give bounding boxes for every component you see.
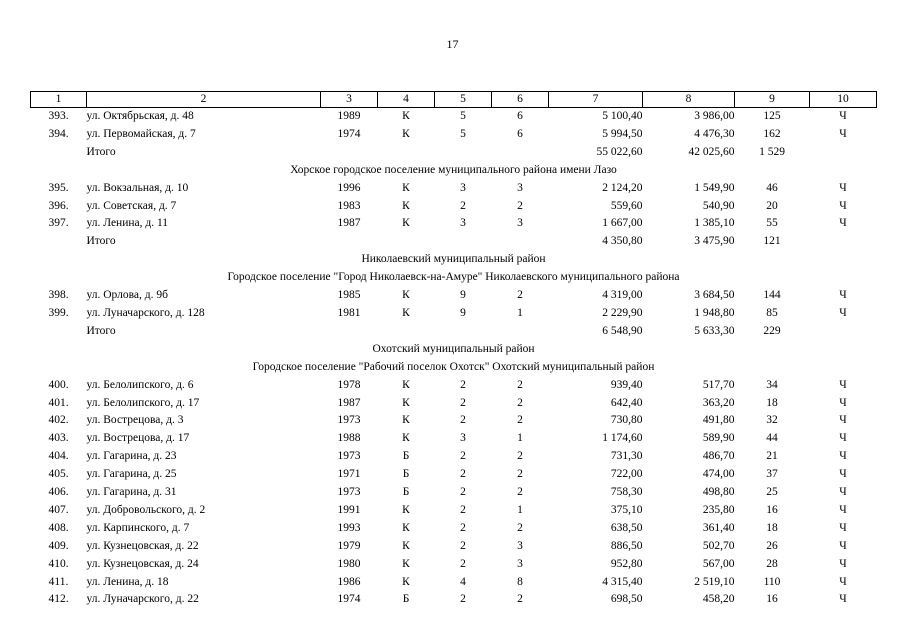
column-header: 6 xyxy=(492,92,549,108)
table-row xyxy=(31,412,877,430)
living-area-cell: 517,70 xyxy=(702,378,735,391)
table-row xyxy=(31,556,877,574)
table-body xyxy=(31,108,877,610)
residents-cell: 34 xyxy=(766,378,778,391)
section-title: Николаевский муниципальный район xyxy=(361,253,546,266)
year-cell: 1987 xyxy=(337,396,361,409)
floors-cell: 2 xyxy=(460,557,466,570)
entrances-cell: 8 xyxy=(517,575,523,588)
table-row xyxy=(31,430,877,448)
living-area-cell: 502,70 xyxy=(702,539,735,552)
number-cell: 394. xyxy=(48,127,69,140)
table-row xyxy=(31,466,877,484)
total-area-cell: 722,00 xyxy=(610,468,643,481)
column-header: 9 xyxy=(735,92,810,108)
material-cell: К xyxy=(402,306,410,319)
section-row xyxy=(31,162,877,180)
status-cell: Ч xyxy=(839,181,847,194)
living-area-cell: 567,00 xyxy=(702,557,735,570)
living-area-cell: 589,90 xyxy=(702,432,735,445)
number-cell: 412. xyxy=(48,593,69,606)
status-cell xyxy=(810,144,877,162)
table-row xyxy=(31,520,877,538)
floors-cell: 9 xyxy=(460,289,466,302)
total-area-cell: 6 548,90 xyxy=(602,324,643,337)
status-cell: Ч xyxy=(839,557,847,570)
living-area-cell: 4 476,30 xyxy=(694,127,735,140)
residents-cell: 18 xyxy=(766,521,778,534)
residents-cell: 26 xyxy=(766,539,778,552)
address-cell: ул. Карпинского, д. 7 xyxy=(86,521,190,534)
address-cell: ул. Гагарина, д. 31 xyxy=(86,486,177,499)
number-cell xyxy=(31,144,87,162)
status-cell: Ч xyxy=(839,486,847,499)
status-cell: Ч xyxy=(839,503,847,516)
entrances-cell: 3 xyxy=(517,539,523,552)
total-label: Итого xyxy=(86,145,116,158)
living-area-cell: 3 684,50 xyxy=(694,289,735,302)
status-cell: Ч xyxy=(839,110,847,122)
year-cell: 1979 xyxy=(337,539,361,552)
address-cell: ул. Белолипского, д. 17 xyxy=(86,396,200,409)
material-cell: К xyxy=(402,539,410,552)
living-area-cell: 363,20 xyxy=(702,396,735,409)
total-row xyxy=(31,323,877,341)
number-cell: 401. xyxy=(48,396,69,409)
entrances-cell: 2 xyxy=(517,378,523,391)
number-cell: 402. xyxy=(48,414,69,427)
column-header: 4 xyxy=(378,92,435,108)
year-cell: 1980 xyxy=(337,557,361,570)
section-row xyxy=(31,269,877,287)
table-row xyxy=(31,448,877,466)
residents-cell: 16 xyxy=(766,593,778,606)
material-cell xyxy=(378,144,435,162)
status-cell xyxy=(810,233,877,251)
living-area-cell: 3 986,00 xyxy=(694,110,735,122)
total-label: Итого xyxy=(86,235,116,248)
table-row xyxy=(31,538,877,556)
material-cell: Б xyxy=(402,450,410,463)
residents-cell: 32 xyxy=(766,414,778,427)
address-cell: ул. Луначарского, д. 22 xyxy=(86,593,199,606)
column-header: 10 xyxy=(810,92,877,108)
address-cell: ул. Вострецова, д. 3 xyxy=(86,414,184,427)
entrances-cell: 3 xyxy=(517,217,523,230)
address-cell: ул. Советская, д. 7 xyxy=(86,199,177,212)
section-title: Хорское городское поселение муниципального района имени Лазо xyxy=(290,163,617,176)
living-area-cell: 235,80 xyxy=(702,503,735,516)
floors-cell: 2 xyxy=(460,521,466,534)
number-cell: 408. xyxy=(48,521,69,534)
address-cell: ул. Луначарского, д. 128 xyxy=(86,306,205,319)
address-cell: ул. Орлова, д. 9б xyxy=(86,289,168,302)
residents-cell: 21 xyxy=(766,450,778,463)
address-cell: ул. Вокзальная, д. 10 xyxy=(86,181,189,194)
entrances-cell: 2 xyxy=(517,468,523,481)
total-row xyxy=(31,233,877,251)
floors-cell xyxy=(435,144,492,162)
floors-cell: 2 xyxy=(460,378,466,391)
material-cell: К xyxy=(402,110,410,122)
floors-cell: 2 xyxy=(460,593,466,606)
floors-cell: 5 xyxy=(460,127,466,140)
page-number: 17 xyxy=(446,37,459,51)
entrances-cell: 2 xyxy=(517,414,523,427)
floors-cell: 3 xyxy=(460,181,466,194)
address-cell: ул. Гагарина, д. 25 xyxy=(86,468,177,481)
status-cell: Ч xyxy=(839,127,847,140)
status-cell: Ч xyxy=(839,199,847,212)
living-area-cell: 3 475,90 xyxy=(694,235,735,248)
year-cell xyxy=(321,233,378,251)
living-area-cell: 5 633,30 xyxy=(694,324,735,337)
year-cell: 1985 xyxy=(337,289,361,302)
year-cell: 1974 xyxy=(337,593,361,606)
entrances-cell: 2 xyxy=(517,486,523,499)
table-row xyxy=(31,395,877,413)
material-cell: К xyxy=(402,199,410,212)
material-cell: К xyxy=(402,289,410,302)
total-area-cell: 5 100,40 xyxy=(602,110,643,122)
floors-cell: 2 xyxy=(460,503,466,516)
entrances-cell: 2 xyxy=(517,289,523,302)
floors-cell: 2 xyxy=(460,414,466,427)
entrances-cell: 2 xyxy=(517,521,523,534)
year-cell xyxy=(321,323,378,341)
floors-cell: 2 xyxy=(460,468,466,481)
living-area-cell: 361,40 xyxy=(702,521,735,534)
year-cell: 1989 xyxy=(337,110,361,122)
address-cell: ул. Гагарина, д. 23 xyxy=(86,450,177,463)
year-cell: 1973 xyxy=(337,414,361,427)
status-cell: Ч xyxy=(839,414,847,427)
residents-cell: 20 xyxy=(766,199,778,212)
entrances-cell: 1 xyxy=(517,306,523,319)
number-cell: 398. xyxy=(48,289,69,302)
status-cell: Ч xyxy=(839,539,847,552)
material-cell: К xyxy=(402,503,410,516)
number-cell: 395. xyxy=(48,181,69,194)
year-cell: 1983 xyxy=(337,199,361,212)
entrances-cell: 2 xyxy=(517,199,523,212)
address-cell: ул. Кузнецовская, д. 22 xyxy=(86,539,199,552)
residents-cell: 46 xyxy=(766,181,778,194)
number-cell: 396. xyxy=(48,199,69,212)
total-area-cell: 638,50 xyxy=(610,521,643,534)
number-cell: 405. xyxy=(48,468,69,481)
status-cell: Ч xyxy=(839,593,847,606)
entrances-cell xyxy=(492,144,549,162)
total-area-cell: 1 667,00 xyxy=(602,217,643,230)
table-row xyxy=(31,574,877,592)
living-area-cell: 474,00 xyxy=(702,468,735,481)
living-area-cell: 458,20 xyxy=(702,593,735,606)
material-cell: К xyxy=(402,414,410,427)
table-row xyxy=(31,305,877,323)
residents-cell: 229 xyxy=(763,324,781,337)
living-area-cell: 1 549,90 xyxy=(694,181,735,194)
material-cell: К xyxy=(402,557,410,570)
residents-cell: 121 xyxy=(763,235,781,248)
material-cell: К xyxy=(402,396,410,409)
total-area-cell: 642,40 xyxy=(610,396,643,409)
floors-cell xyxy=(435,233,492,251)
entrances-cell: 3 xyxy=(517,557,523,570)
material-cell: К xyxy=(402,181,410,194)
floors-cell xyxy=(435,323,492,341)
year-cell: 1973 xyxy=(337,450,361,463)
status-cell: Ч xyxy=(839,521,847,534)
material-cell: К xyxy=(402,127,410,140)
material-cell: К xyxy=(402,217,410,230)
material-cell: Б xyxy=(402,468,410,481)
residents-cell: 1 529 xyxy=(759,145,785,158)
total-area-cell: 559,60 xyxy=(610,199,643,212)
living-area-cell: 540,90 xyxy=(702,199,735,212)
year-cell: 1993 xyxy=(337,521,361,534)
address-cell: ул. Вострецова, д. 17 xyxy=(86,432,190,445)
address-cell: ул. Добровольского, д. 2 xyxy=(86,503,206,516)
address-cell: ул. Белолипского, д. 6 xyxy=(86,378,194,391)
year-cell: 1987 xyxy=(337,217,361,230)
table-row xyxy=(31,287,877,305)
total-area-cell: 731,30 xyxy=(610,450,643,463)
number-cell: 400. xyxy=(48,378,69,391)
number-cell: 393. xyxy=(48,110,69,122)
material-cell: Б xyxy=(402,486,410,499)
column-header: 2 xyxy=(87,92,321,108)
year-cell: 1978 xyxy=(337,378,361,391)
number-cell: 407. xyxy=(48,503,69,516)
section-row xyxy=(31,251,877,269)
residents-cell: 55 xyxy=(766,217,778,230)
residents-cell: 37 xyxy=(766,468,778,481)
material-cell: К xyxy=(402,521,410,534)
year-cell: 1974 xyxy=(337,127,361,140)
section-title: Городское поселение "Рабочий поселок Охотск" Охотский муниципальный район xyxy=(252,360,655,373)
total-area-cell: 2 229,90 xyxy=(602,306,643,319)
number-cell: 403. xyxy=(48,432,69,445)
year-cell: 1991 xyxy=(337,503,361,516)
table-row xyxy=(31,591,877,609)
floors-cell: 5 xyxy=(460,110,466,122)
total-area-cell: 952,80 xyxy=(610,557,643,570)
column-header: 7 xyxy=(549,92,643,108)
address-cell: ул. Ленина, д. 18 xyxy=(86,575,169,588)
number-cell: 409. xyxy=(48,539,69,552)
floors-cell: 2 xyxy=(460,396,466,409)
total-area-cell: 1 174,60 xyxy=(602,432,643,445)
floors-cell: 9 xyxy=(460,306,466,319)
number-cell: 406. xyxy=(48,486,69,499)
material-cell xyxy=(378,323,435,341)
section-row xyxy=(31,359,877,377)
living-area-cell: 486,70 xyxy=(702,450,735,463)
residents-cell: 44 xyxy=(766,432,778,445)
residents-cell: 125 xyxy=(763,110,781,122)
entrances-cell: 2 xyxy=(517,450,523,463)
floors-cell: 4 xyxy=(460,575,466,588)
total-area-cell: 886,50 xyxy=(610,539,643,552)
status-cell: Ч xyxy=(839,217,847,230)
residents-cell: 18 xyxy=(766,396,778,409)
year-cell: 1981 xyxy=(337,306,361,319)
total-area-cell: 375,10 xyxy=(610,503,643,516)
year-cell: 1973 xyxy=(337,486,361,499)
table-row xyxy=(31,484,877,502)
year-cell: 1996 xyxy=(337,181,361,194)
floors-cell: 3 xyxy=(460,217,466,230)
living-area-cell: 2 519,10 xyxy=(694,575,735,588)
living-area-cell: 42 025,60 xyxy=(688,145,735,158)
year-cell xyxy=(321,144,378,162)
total-area-cell: 5 994,50 xyxy=(602,127,643,140)
floors-cell: 2 xyxy=(460,539,466,552)
living-area-cell: 498,80 xyxy=(702,486,735,499)
entrances-cell: 6 xyxy=(517,110,523,122)
entrances-cell: 1 xyxy=(517,432,523,445)
residents-cell: 25 xyxy=(766,486,778,499)
residents-cell: 110 xyxy=(763,575,781,588)
table-header-row xyxy=(31,92,877,108)
status-cell: Ч xyxy=(839,306,847,319)
status-cell: Ч xyxy=(839,450,847,463)
section-title: Городское поселение "Город Николаевск-на-Амуре" Николаевского муниципального района xyxy=(227,271,680,284)
total-area-cell: 2 124,20 xyxy=(602,181,643,194)
status-cell: Ч xyxy=(839,468,847,481)
residents-cell: 144 xyxy=(763,289,781,302)
number-cell: 410. xyxy=(48,557,69,570)
address-cell: ул. Октябрьская, д. 48 xyxy=(86,110,194,122)
living-area-cell: 1 385,10 xyxy=(694,217,735,230)
table-row xyxy=(31,108,877,126)
year-cell: 1988 xyxy=(337,432,361,445)
residents-cell: 28 xyxy=(766,557,778,570)
residents-cell: 85 xyxy=(766,306,778,319)
entrances-cell: 3 xyxy=(517,181,523,194)
address-cell: ул. Первомайская, д. 7 xyxy=(86,127,196,140)
total-area-cell: 55 022,60 xyxy=(596,145,643,158)
entrances-cell xyxy=(492,323,549,341)
floors-cell: 3 xyxy=(460,432,466,445)
entrances-cell: 6 xyxy=(517,127,523,140)
material-cell xyxy=(378,233,435,251)
floors-cell: 2 xyxy=(460,486,466,499)
address-cell: ул. Ленина, д. 11 xyxy=(86,217,169,230)
number-cell: 399. xyxy=(48,306,69,319)
entrances-cell xyxy=(492,233,549,251)
section-title: Охотский муниципальный район xyxy=(372,342,535,355)
column-header: 3 xyxy=(321,92,378,108)
address-cell: ул. Кузнецовская, д. 24 xyxy=(86,557,199,570)
total-area-cell: 4 315,40 xyxy=(602,575,643,588)
floors-cell: 2 xyxy=(460,450,466,463)
material-cell: К xyxy=(402,378,410,391)
table-row xyxy=(31,377,877,395)
status-cell xyxy=(810,323,877,341)
table-row xyxy=(31,502,877,520)
section-row xyxy=(31,341,877,359)
table-row xyxy=(31,126,877,144)
year-cell: 1986 xyxy=(337,575,361,588)
residents-cell: 162 xyxy=(763,127,781,140)
table-row xyxy=(31,180,877,198)
column-header: 5 xyxy=(435,92,492,108)
column-header: 1 xyxy=(31,92,87,108)
number-cell: 397. xyxy=(48,217,69,230)
total-label: Итого xyxy=(86,324,116,337)
total-area-cell: 4 350,80 xyxy=(602,235,643,248)
material-cell: Б xyxy=(402,593,410,606)
material-cell: К xyxy=(402,575,410,588)
total-area-cell: 939,40 xyxy=(610,378,643,391)
number-cell: 411. xyxy=(48,575,69,588)
floors-cell: 2 xyxy=(460,199,466,212)
total-row xyxy=(31,144,877,162)
living-area-cell: 491,80 xyxy=(702,414,735,427)
living-area-cell: 1 948,80 xyxy=(694,306,735,319)
table-row xyxy=(31,198,877,216)
total-area-cell: 698,50 xyxy=(610,593,643,606)
status-cell: Ч xyxy=(839,289,847,302)
total-area-cell: 4 319,00 xyxy=(602,289,643,302)
entrances-cell: 2 xyxy=(517,396,523,409)
number-cell xyxy=(31,323,87,341)
housing-table xyxy=(30,91,877,609)
number-cell: 404. xyxy=(48,450,69,463)
status-cell: Ч xyxy=(839,396,847,409)
status-cell: Ч xyxy=(839,378,847,391)
year-cell: 1971 xyxy=(337,468,361,481)
column-header: 8 xyxy=(643,92,735,108)
status-cell: Ч xyxy=(839,575,847,588)
entrances-cell: 1 xyxy=(517,503,523,516)
residents-cell: 16 xyxy=(766,503,778,516)
number-cell xyxy=(31,233,87,251)
material-cell: К xyxy=(402,432,410,445)
total-area-cell: 730,80 xyxy=(610,414,643,427)
table-row xyxy=(31,215,877,233)
status-cell: Ч xyxy=(839,432,847,445)
entrances-cell: 2 xyxy=(517,593,523,606)
total-area-cell: 758,30 xyxy=(610,486,643,499)
